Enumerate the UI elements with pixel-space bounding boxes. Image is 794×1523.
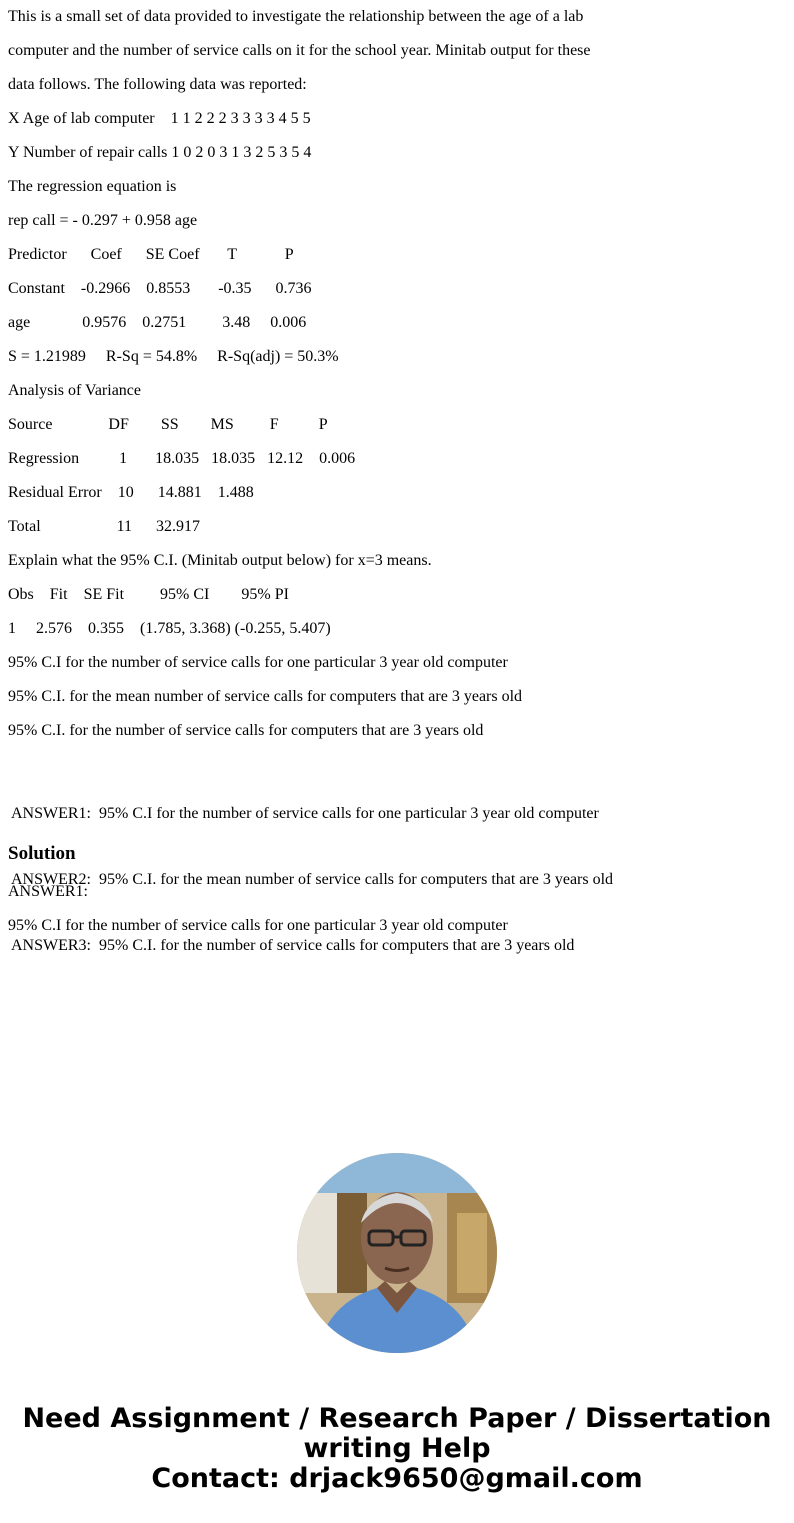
answer-choices — [11, 759, 613, 979]
anova-row-regression: Regression 1 18.035 18.035 12.12 0.006 — [8, 450, 356, 467]
fit-stats: S = 1.21989 R-Sq = 54.8% R-Sq(adj) = 50.3% — [8, 348, 339, 365]
coef-table-header: Predictor Coef SE Coef T P — [8, 246, 294, 263]
promo-line-2: writing Help — [303, 1433, 491, 1464]
solution-heading: Solution — [8, 843, 76, 864]
y-data-row: Y Number of repair calls 1 0 2 0 3 1 3 2 5 3 5 4 — [8, 144, 312, 161]
answer-choice-2: ANSWER2: 95% C.I. for the mean number of service calls for computers that are 3 years old — [11, 871, 614, 888]
anova-header: Source DF SS MS F P — [8, 416, 328, 433]
answer-choice-3: ANSWER3: 95% C.I. for the number of service calls for computers that are 3 years old — [11, 937, 575, 954]
anova-row-residual: Residual Error 10 14.881 1.488 — [8, 484, 254, 501]
intro-line-2: computer and the number of service calls on it for the school year. Minitab output for these — [8, 42, 591, 59]
coef-row-constant: Constant -0.2966 0.8553 -0.35 0.736 — [8, 280, 312, 297]
option-3: 95% C.I. for the number of service calls for computers that are 3 years old — [8, 722, 484, 739]
answer-choice-1: ANSWER1: 95% C.I for the number of service calls for one particular 3 year old computer — [11, 805, 599, 822]
ci-table-row: 1 2.576 0.355 (1.785, 3.368) (-0.255, 5.407) — [8, 620, 331, 637]
regression-equation: rep call = - 0.297 + 0.958 age — [8, 212, 198, 229]
intro-line-1: This is a small set of data provided to investigate the relationship between the age of a lab — [8, 8, 584, 25]
anova-row-total: Total 11 32.917 — [8, 518, 201, 535]
solution-answer-label: ANSWER1: — [8, 883, 88, 900]
promo-line-1: Need Assignment / Research Paper / Dissertation — [22, 1403, 772, 1434]
promo-contact: Contact: drjack9650@gmail.com — [151, 1463, 643, 1494]
option-2: 95% C.I. for the mean number of service calls for computers that are 3 years old — [8, 688, 523, 705]
author-avatar — [297, 1153, 497, 1353]
promo-banner — [0, 1404, 794, 1494]
coef-row-age: age 0.9576 0.2751 3.48 0.006 — [8, 314, 307, 331]
option-1: 95% C.I for the number of service calls for one particular 3 year old computer — [8, 654, 508, 671]
regression-heading: The regression equation is — [8, 178, 177, 195]
solution-answer-text: 95% C.I for the number of service calls for one particular 3 year old computer — [8, 917, 508, 934]
intro-line-3: data follows. The following data was reported: — [8, 76, 307, 93]
x-data-row: X Age of lab computer 1 1 2 2 2 3 3 3 3 4 5 5 — [8, 110, 311, 127]
ci-table-header: Obs Fit SE Fit 95% CI 95% PI — [8, 586, 289, 603]
question-prompt: Explain what the 95% C.I. (Minitab output below) for x=3 means. — [8, 552, 432, 569]
anova-heading: Analysis of Variance — [8, 382, 141, 399]
